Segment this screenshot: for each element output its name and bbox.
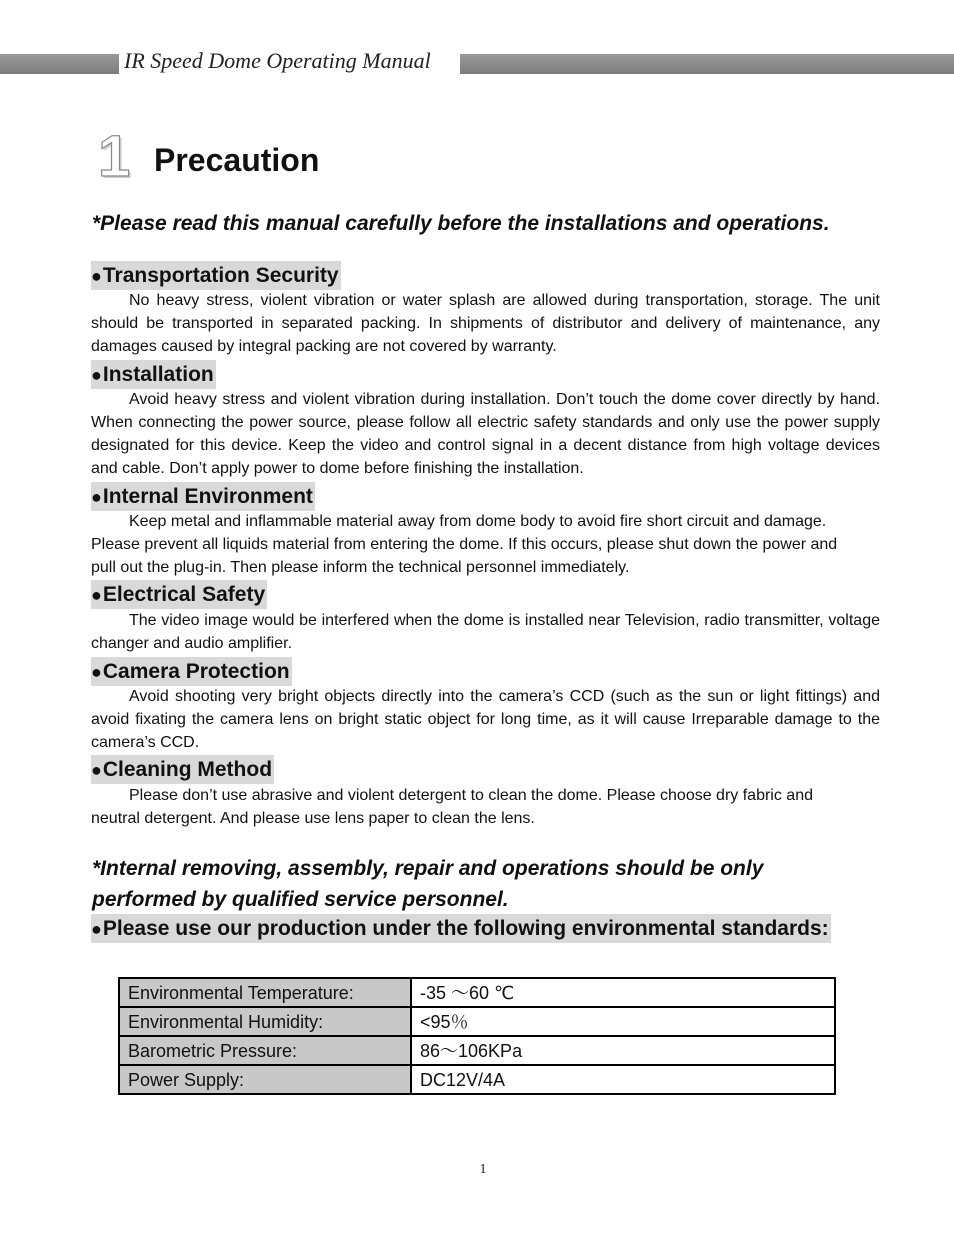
section-text-transportation: No heavy stress, violent vibration or water splash are allowed during transportation, storage. The unit should be transported in separated packing. In shipments of distributor and delivery of maintenance, any damages caused by integral packing are not covered by warranty. [91, 292, 880, 355]
table-row [119, 1007, 835, 1036]
section-title: Cleaning Method [102, 758, 273, 781]
chapter-number: 1 [98, 124, 131, 189]
table-cell-label: Power Supply: [119, 1065, 411, 1094]
bullet-icon: ● [91, 662, 102, 682]
section-text-camera-protection: Avoid shooting very bright objects directly into the camera’s CCD (such as the sun or light fittings) and avoid fixating the camera lens on bright static object for long time, as it will cause Irreparable damage to the camera’s CCD. [91, 688, 880, 751]
section-text-cleaning-method: Please don’t use abrasive and violent detergent to clean the dome. Please choose dry fabric and neutral detergent. And please use lens paper to clean the lens. [91, 787, 813, 827]
table-cell-value: <95％ [411, 1007, 835, 1036]
table-row [119, 978, 835, 1007]
header-bar-left [0, 54, 119, 74]
section-title: Camera Protection [102, 660, 290, 683]
table-cell-value: -35 ～60 ℃ [411, 978, 835, 1007]
bullet-icon: ● [91, 919, 102, 939]
table-cell-value: DC12V/4A [411, 1065, 835, 1094]
read-manual-notice: *Please read this manual carefully before the installations and operations. [92, 212, 830, 235]
standards-title: Please use our production under the following environmental standards: [102, 917, 829, 940]
section-title: Electrical Safety [102, 583, 266, 606]
section-heading-electrical-safety [91, 580, 267, 609]
bullet-icon: ● [91, 487, 102, 507]
environmental-standards-table [118, 977, 836, 1095]
section-heading-cleaning-method [91, 755, 274, 784]
section-heading-camera-protection [91, 657, 292, 686]
bullet-icon: ● [91, 760, 102, 780]
chapter-title: Precaution [154, 142, 320, 178]
section-heading-internal-environment [91, 482, 315, 511]
service-personnel-notice: *Internal removing, assembly, repair and operations should be only performed by qualified service personnel. [92, 857, 764, 911]
section-text-electrical-safety: The video image would be interfered when the dome is installed near Television, radio transmitter, voltage changer and audio amplifier. [91, 612, 880, 652]
table-cell-label: Environmental Temperature: [119, 978, 411, 1007]
table-cell-label: Environmental Humidity: [119, 1007, 411, 1036]
page-number: 1 [479, 1162, 487, 1177]
standards-heading [91, 914, 831, 943]
section-title: Internal Environment [102, 485, 313, 508]
section-text-installation: Avoid heavy stress and violent vibration during installation. Don’t touch the dome cover directly by hand. When connecting the power source, please follow all electric safety standards and only use the power supply designated for this device. Keep the video and control signal in a decent distance from high voltage devices and cable. Don’t apply power to dome before finishing the installation. [91, 391, 880, 477]
table-row [119, 1036, 835, 1065]
manual-title: IR Speed Dome Operating Manual [124, 48, 431, 73]
section-heading-installation [91, 360, 216, 389]
section-title: Installation [102, 363, 214, 386]
section-title: Transportation Security [102, 264, 339, 287]
bullet-icon: ● [91, 585, 102, 605]
bullet-icon: ● [91, 266, 102, 286]
bullet-icon: ● [91, 365, 102, 385]
section-heading-transportation [91, 261, 341, 290]
table-row [119, 1065, 835, 1094]
header-bar-right [460, 54, 954, 74]
table-cell-value: 86～106KPa [411, 1036, 835, 1065]
table-cell-label: Barometric Pressure: [119, 1036, 411, 1065]
section-text-internal-environment: Keep metal and inflammable material away from dome body to avoid fire short circuit and damage. Please prevent all liquids material from entering the dome. If this occurs, please shut down the power and pull out the plug-in. Then please inform the technical personnel immediately. [91, 513, 838, 576]
